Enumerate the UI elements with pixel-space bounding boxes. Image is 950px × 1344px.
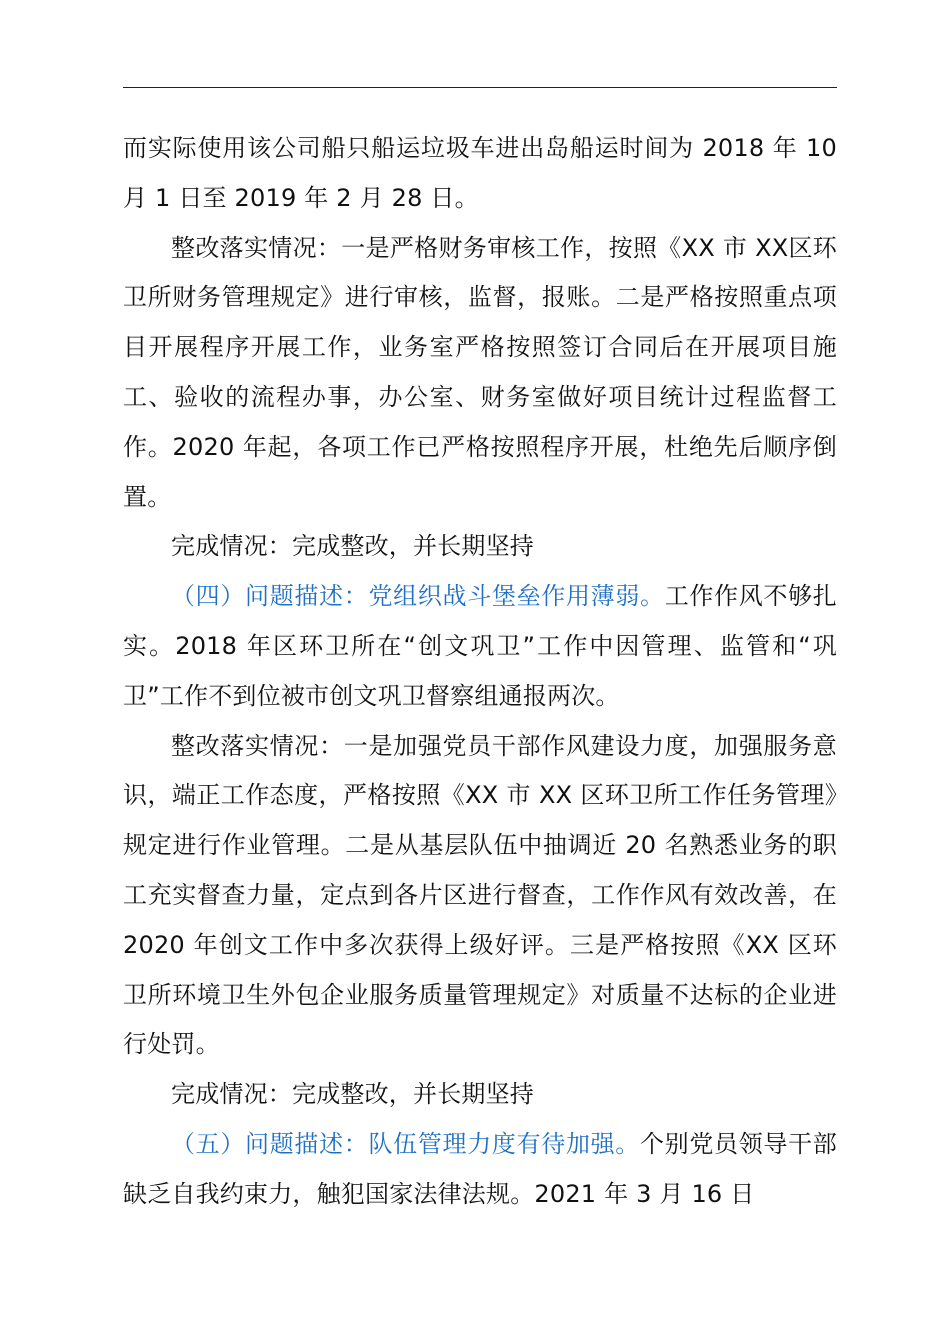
document-body xyxy=(123,124,837,1220)
paragraph-completion-status: 完成情况：完成整改，并长期坚持 xyxy=(171,532,534,561)
paragraph-continuation: 而实际使用该公司船只船运垃圾车进出岛船运时间为 2018 年 10月 1 日至 2019 年 2 月 28 日。 xyxy=(123,134,837,212)
issue-five-text: 个别党员领导干部缺乏自我约束力，触犯国家法律法规。2021 年 3 月 16 日 xyxy=(123,1129,837,1208)
header-rule xyxy=(123,87,837,88)
paragraph-completion-status: 完成情况：完成整改，并长期坚持 xyxy=(171,1080,534,1109)
issue-four-text: 工作作风不够扎实。2018 年区环卫所在“创文巩卫”工作中因管理、监管和“巩卫”工作不到位被市创文巩卫督察组通报两次。 xyxy=(123,582,837,710)
paragraph-rectification-style: 整改落实情况：一是加强党员干部作风建设力度，加强服务意识，端正工作态度，严格按照《XX 市 XX 区环卫所工作任务管理》规定进行作业管理。二是从基层队伍中抽调近 20 名熟悉业务的职工充实督查力量，定点到各片区进行督查，工作作风有效改善，在 2020 年创文工作中多次获得上级好评。三是严格按照《XX 区环卫所环境卫生外包企业服务质量管理规定》对质量不达标的企业进行处罚。 xyxy=(123,731,837,1059)
issue-four-heading: （四）问题描述：党组织战斗堡垒作用薄弱。 xyxy=(171,582,665,611)
issue-five-heading: （五）问题描述：队伍管理力度有待加强。 xyxy=(171,1129,640,1158)
paragraph-rectification-finance: 整改落实情况：一是严格财务审核工作，按照《XX 市 XX区环卫所财务管理规定》进行审核，监督，报账。二是严格按照重点项目开展程序开展工作，业务室严格按照签订合同后在开展项目施工、验收的流程办事，办公室、财务室做好项目统计过程监督工作。2020 年起，各项工作已严格按照程序开展，杜绝先后顺序倒置。 xyxy=(123,233,837,511)
paragraph-issue-five xyxy=(123,1120,837,1220)
paragraph-issue-four xyxy=(123,572,837,721)
